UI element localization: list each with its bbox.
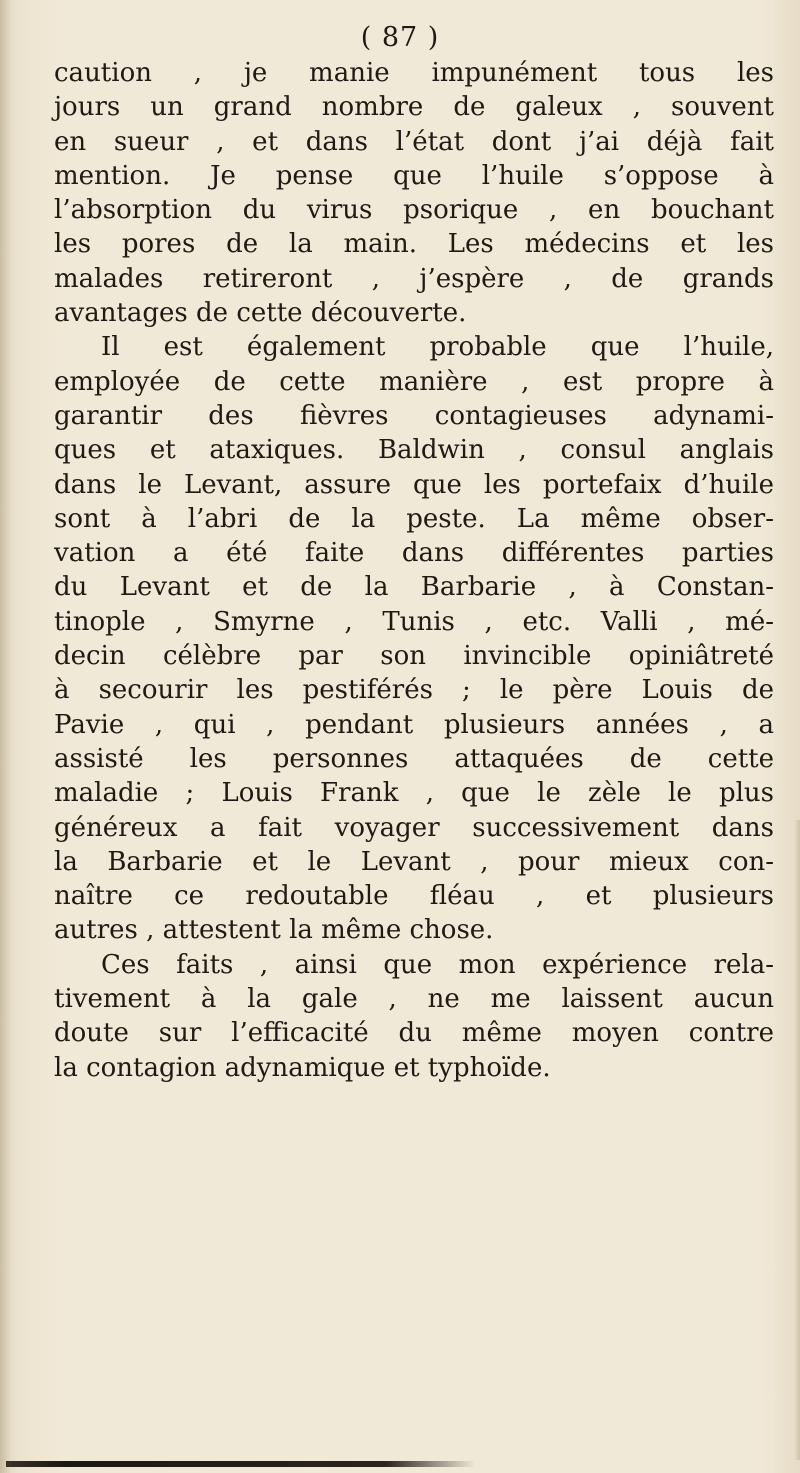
text-line: maladie ; Louis Frank , que le zèle le plus (54, 778, 774, 809)
body-text (54, 56, 774, 1085)
paragraph-end-line: la contagion adynamique et typhoïde. (54, 1052, 551, 1083)
text-line: sont à l’abri de la peste. La même obser- (54, 503, 774, 534)
text-line: decin célèbre par son invincible opiniâtreté (54, 641, 774, 672)
text-line: doute sur l’efficacité du même moyen contre (54, 1018, 774, 1049)
text-line: les pores de la main. Les médecins et les (54, 229, 774, 260)
text-line: naître ce redoutable fléau , et plusieurs (54, 881, 774, 912)
text-line: malades retireront , j’espère , de grands (54, 263, 774, 294)
text-line: ques et ataxiques. Baldwin , consul anglais (54, 435, 774, 466)
text-line: Pavie , qui , pendant plusieurs années , a (54, 709, 774, 740)
page-binding-edge (0, 0, 10, 1473)
text-line: dans le Levant, assure que les portefaix d’huile (54, 469, 774, 500)
text-line: garantir des fièvres contagieuses adynami- (54, 400, 774, 431)
page-number: ( 87 ) (360, 22, 440, 53)
paragraph-end-line: avantages de cette découverte. (54, 298, 467, 329)
paragraph-start-line: Ces faits , ainsi que mon expérience rela- (101, 949, 774, 980)
text-line: employée de cette manière , est propre à (54, 366, 774, 397)
text-line: caution , je manie impunément tous les (54, 58, 774, 88)
text-line: tivement à la gale , ne me laissent aucun (54, 984, 774, 1015)
paragraph-end-line: autres , attestent la même chose. (54, 915, 494, 946)
text-line: la Barbarie et le Levant , pour mieux con- (54, 846, 774, 877)
page-bottom-edge-shadow (6, 1461, 476, 1467)
text-line: généreux a fait voyager successivement dans (54, 812, 774, 843)
paragraph-start-line: Il est également probable que l’huile, (101, 332, 774, 363)
page-right-edge (794, 820, 800, 1460)
text-line: à secourir les pestiférés ; le père Louis de (54, 675, 774, 706)
text-line: jours un grand nombre de galeux , souvent (54, 92, 774, 123)
text-line: l’absorption du virus psorique , en bouchant (54, 195, 774, 226)
text-line: tinople , Smyrne , Tunis , etc. Valli , mé- (54, 606, 774, 637)
text-line: vation a été faite dans différentes parties (54, 538, 774, 569)
text-line: du Levant et de la Barbarie , à Constan- (54, 572, 774, 603)
text-line: mention. Je pense que l’huile s’oppose à (54, 160, 774, 191)
text-line: en sueur , et dans l’état dont j’ai déjà fait (54, 126, 774, 157)
text-line: assisté les personnes attaquées de cette (54, 743, 774, 774)
